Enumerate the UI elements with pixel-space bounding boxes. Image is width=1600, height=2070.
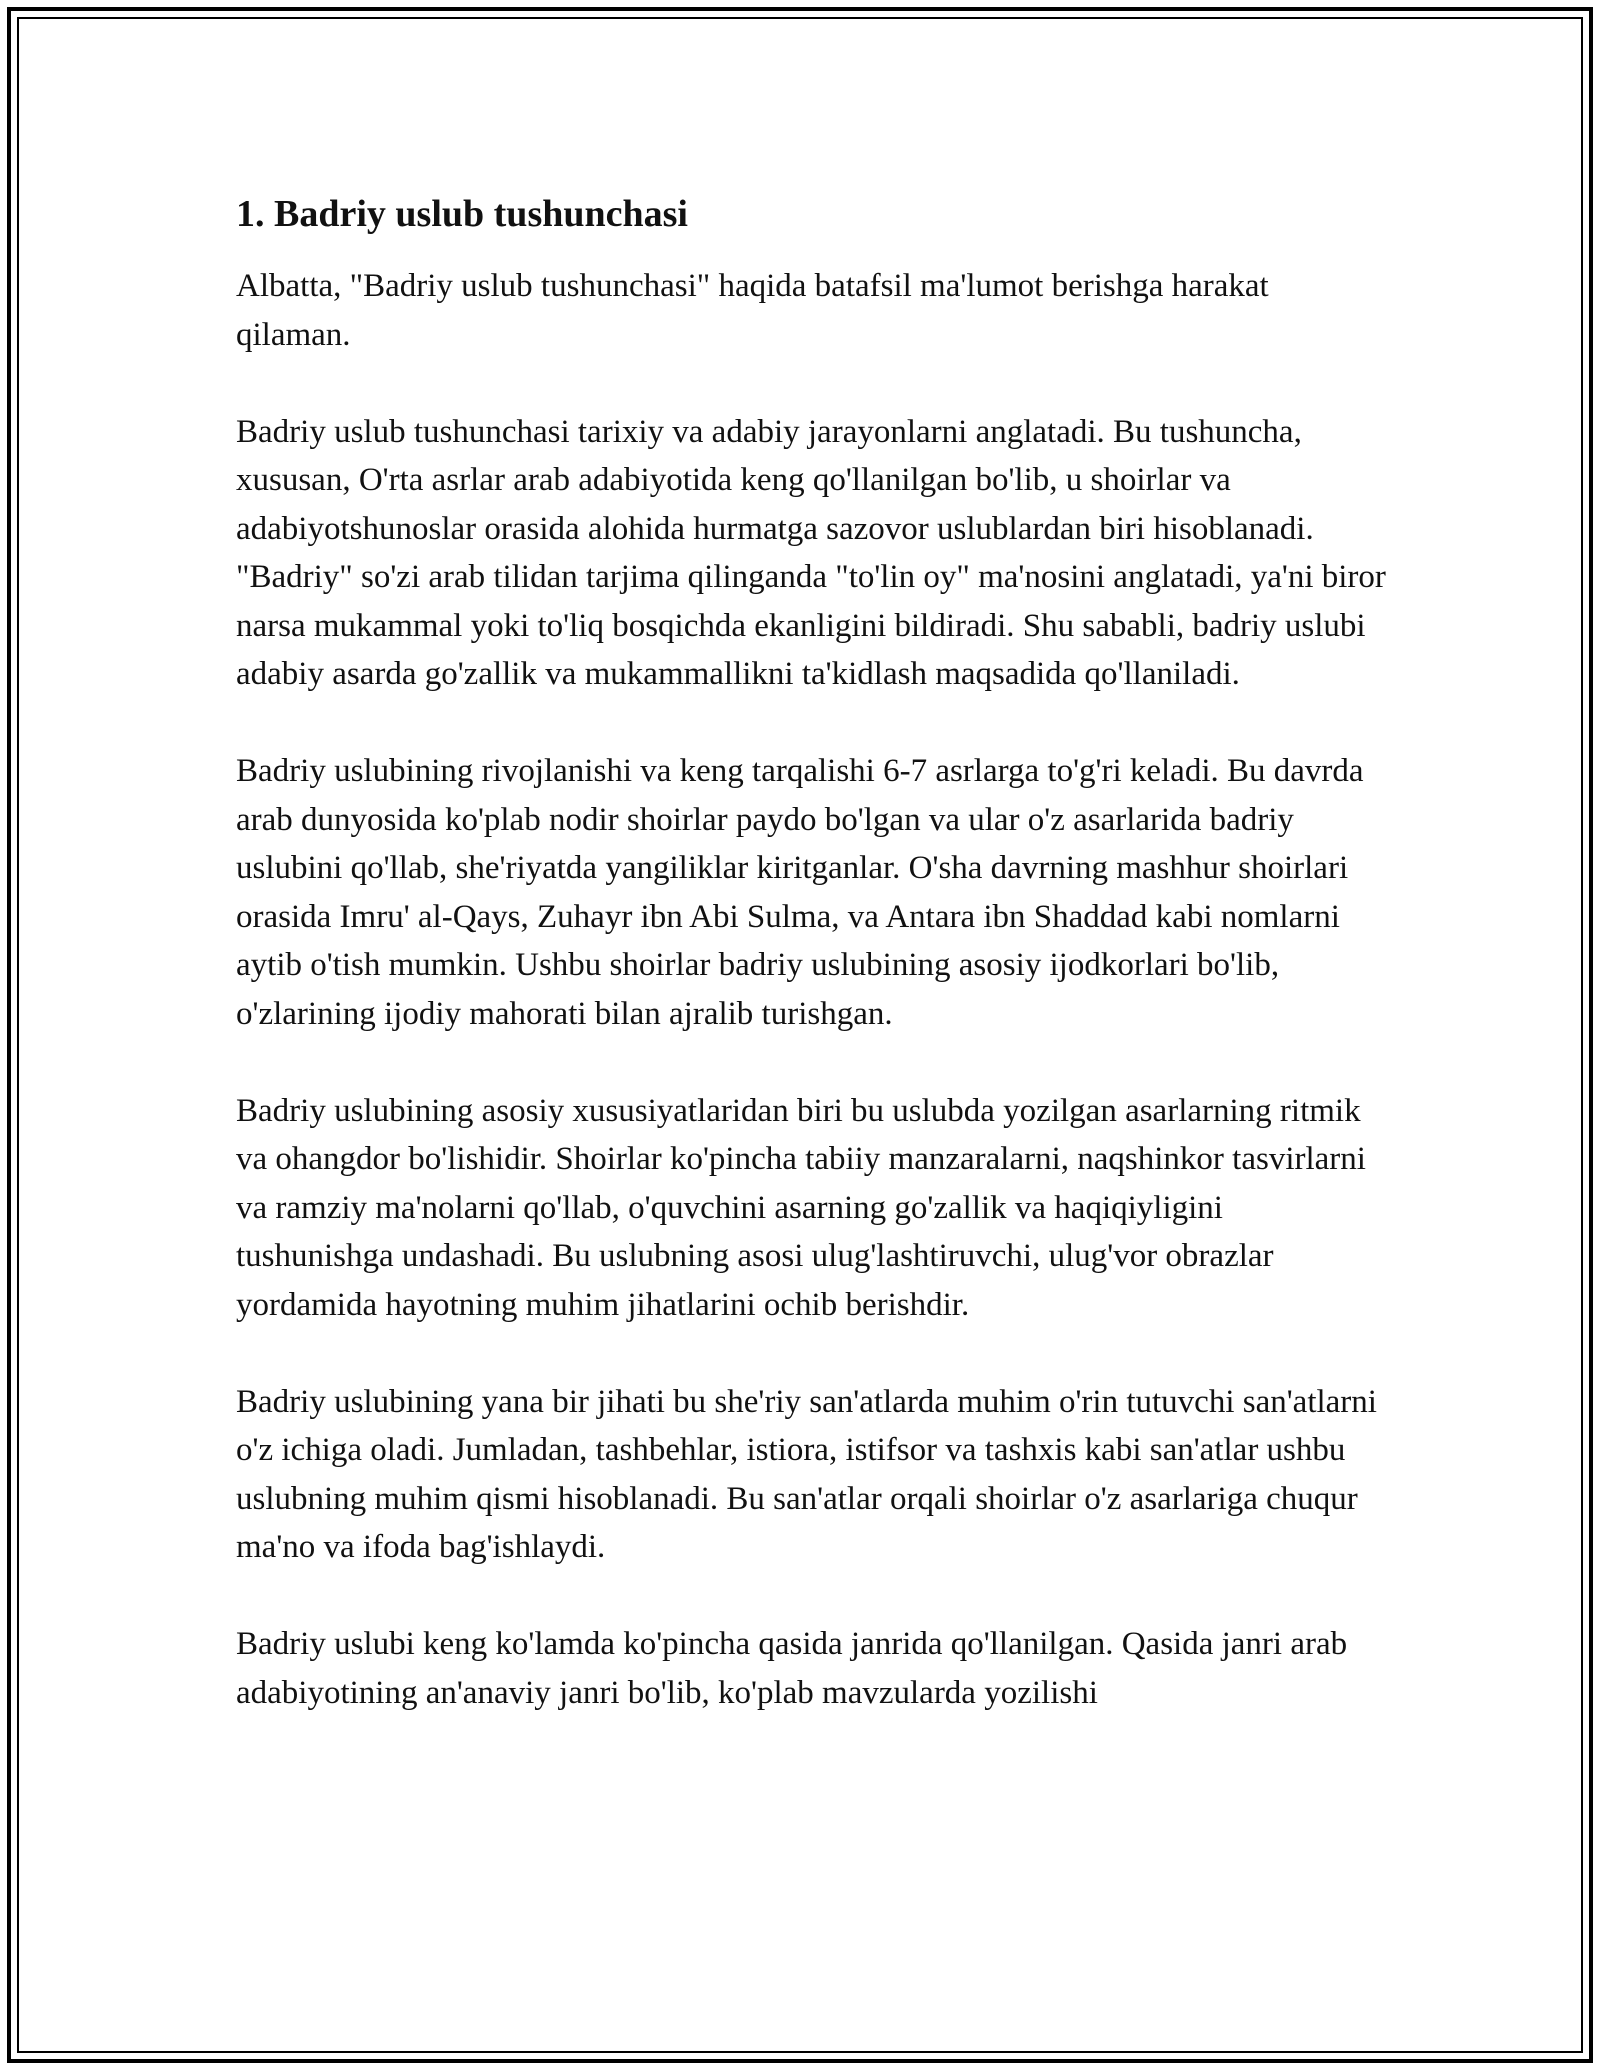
paragraph-3: Badriy uslubining rivojlanishi va keng tarqalishi 6-7 asrlarga to'g'ri keladi. Bu davrda arab dunyosida ko'plab nodir shoirlar paydo bo'lgan va ular o'z asarlarida badriy uslubini qo'llab, she'riyatda yangiliklar kiritganlar. O'sha davrning mashhur shoirlari orasida Imru' al-Qays, Zuhayr ibn Abi Sulma, va Antara ibn Shaddad kabi nomlarni aytib o'tish mumkin. Ushbu shoirlar badriy uslubining asosiy ijodkorlari bo'lib, o'zlarining ijodiy mahorati bilan ajralib turishgan. bbox=[236, 753, 1364, 1032]
paragraph-2: Badriy uslub tushunchasi tarixiy va adabiy jarayonlarni anglatadi. Bu tushuncha, xususan, O'rta asrlar arab adabiyotida keng qo'llanilgan bo'lib, u shoirlar va adabiyotshunoslar orasida alohida hurmatga sazovor uslublardan biri hisoblanadi. "Badriy" so'zi arab tilidan tarjima qilinganda "to'lin oy" ma'nosini anglatadi, ya'ni biror narsa mukammal yoki to'liq bosqichda ekanligini bildiradi. Shu sababli, badriy uslubi adabiy asarda go'zallik va mukammallikni ta'kidlash maqsadida qo'llaniladi. bbox=[236, 413, 1386, 692]
paragraph-1: Albatta, "Badriy uslub tushunchasi" haqida batafsil ma'lumot berishga harakat qilaman. bbox=[236, 268, 1269, 353]
section-heading: 1. Badriy uslub tushunchasi bbox=[236, 193, 688, 235]
paragraph-5: Badriy uslubining yana bir jihati bu she'riy san'atlarda muhim o'rin tutuvchi san'atlarni o'z ichiga oladi. Jumladan, tashbehlar, istiora, istifsor va tashxis kabi san'atlar ushbu uslubning muhim qismi hisoblanadi. Bu san'atlar orqali shoirlar o'z asarlariga chuqur ma'no va ifoda bag'ishlaydi. bbox=[236, 1383, 1377, 1565]
paragraph-4: Badriy uslubining asosiy xususiyatlaridan biri bu uslubda yozilgan asarlarning ritmik va ohangdor bo'lishidir. Shoirlar ko'pincha tabiiy manzaralarni, naqshinkor tasvirlarni va ramziy ma'nolarni qo'llab, o'quvchini asarning go'zallik va haqiqiyligini tushunishga undashadi. Bu uslubning asosi ulug'lashtiruvchi, ulug'vor obrazlar yordamida hayotning muhim jihatlarini ochib berishdir. bbox=[236, 1092, 1366, 1323]
document-body bbox=[236, 188, 1386, 1717]
paragraph-6: Badriy uslubi keng ko'lamda ko'pincha qasida janrida qo'llanilgan. Qasida janri arab adabiyotining an'anaviy janri bo'lib, ko'plab mavzularda yozilishi bbox=[236, 1626, 1348, 1711]
